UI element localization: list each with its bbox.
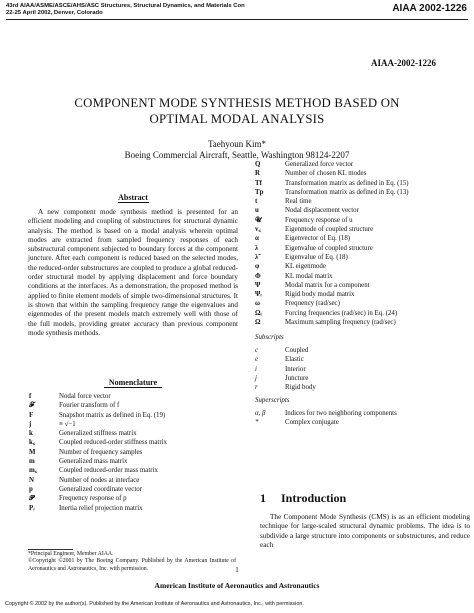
nomenclature-symbol: e bbox=[255, 356, 259, 364]
nomenclature-symbol: f bbox=[29, 393, 32, 400]
nomenclature-symbol: Tf bbox=[255, 179, 262, 187]
nomenclature-description: Real time bbox=[285, 198, 312, 206]
nomenclature-description: KL modal matrix bbox=[285, 272, 333, 280]
nomenclature-description: Number of nodes at interface bbox=[59, 476, 140, 484]
nomenclature-symbol: r bbox=[255, 384, 258, 392]
paper-title bbox=[0, 95, 474, 127]
nomenclature-symbol: ω bbox=[255, 300, 261, 308]
abstract-heading: Abstract bbox=[118, 193, 148, 202]
nomenclature-row bbox=[252, 216, 468, 225]
nomenclature-symbol: Ω bbox=[255, 319, 261, 327]
nomenclature-row bbox=[252, 365, 468, 374]
nomenclature-row bbox=[252, 281, 468, 290]
nomenclature-row bbox=[26, 476, 238, 485]
nomenclature-description: Fourier transform of f bbox=[59, 402, 120, 410]
nomenclature-row bbox=[26, 494, 238, 503]
nomenclature-description: Number of chosen KL modes bbox=[285, 170, 367, 178]
paper-code: AIAA 2002-1226 bbox=[392, 3, 467, 14]
nomenclature-symbol: Ψᵣ bbox=[255, 291, 263, 299]
nomenclature-symbol: k꜀ bbox=[29, 439, 36, 447]
nomenclature-row bbox=[26, 438, 238, 447]
nomenclature-symbol: 𝓕 bbox=[29, 402, 35, 410]
nomenclature-row bbox=[26, 504, 238, 513]
paper-number: AIAA-2002-1226 bbox=[371, 58, 436, 68]
introduction-body: The Component Mode Synthesis (CMS) is as an efficient modeling technique for large-scaled structural dynamic problems. The idea is to subdivide a large structure into components or substructures, and reduce each bbox=[260, 513, 470, 549]
abstract-body: A new component mode synthesis method is presented for an efficient modeling and coupling of substructures for structural dynamic analysis. The method is based on a modal analysis wherein optimal modes are extracted from sampled frequency responses of each substructural component subjected to boundary forces at the component juncture. After each component is reduced based on the selected modes, the reduced-order substructures are coupled to produce a global reduced-order structural model by applying displacement and force boundary conditions at the interfaces. As a demonstration, the proposed method is applied to finite element models of simple two-dimensional structures. It is shown that within the sampling frequency range the eigenvalues and eigenmodes of the present models match extremely well with those of the full models, providing greater accuracy than previous component mode synthesis methods. bbox=[28, 208, 238, 337]
nomenclature-row bbox=[252, 346, 468, 355]
nomenclature-description: Inertia relief projection matrix bbox=[59, 504, 143, 512]
nomenclature-description: Eigenvalue of coupled structure bbox=[285, 244, 373, 252]
nomenclature-row bbox=[26, 457, 238, 466]
nomenclature-row bbox=[252, 188, 468, 197]
nomenclature-row bbox=[252, 318, 468, 327]
nomenclature-symbol: u bbox=[255, 207, 259, 215]
nomenclature-row bbox=[26, 411, 238, 420]
title-line-2: OPTIMAL MODAL ANALYSIS bbox=[149, 112, 325, 126]
nomenclature-heading: Nomenclature bbox=[108, 378, 158, 387]
nomenclature-symbol: Ψ bbox=[255, 281, 261, 289]
nomenclature-row bbox=[252, 355, 468, 364]
nomenclature-row bbox=[26, 485, 238, 494]
nomenclature-row bbox=[252, 197, 468, 206]
nomenclature-row bbox=[252, 234, 468, 243]
superscripts-heading: Superscripts bbox=[255, 397, 290, 404]
nomenclature-description: Frequency (rad/sec) bbox=[285, 300, 340, 308]
nomenclature-symbol: φ bbox=[255, 263, 260, 271]
nomenclature-description: Eigenvalue of Eq. (18) bbox=[285, 253, 348, 261]
nomenclature-symbol: Ωᵢ bbox=[255, 309, 262, 317]
nomenclature-description: Nodal force vector bbox=[59, 393, 111, 400]
nomenclature-symbol: p bbox=[29, 485, 33, 493]
footnote-author: *Principal Engineer, Member AIAA. bbox=[28, 551, 114, 557]
nomenclature-description: Interior bbox=[285, 365, 306, 373]
nomenclature-underline bbox=[104, 387, 162, 388]
conference-header bbox=[6, 3, 245, 17]
nomenclature-row bbox=[252, 290, 468, 299]
page-number: 1 bbox=[235, 566, 239, 574]
nomenclature-row bbox=[252, 225, 468, 234]
nomenclature-symbol: λ̃ bbox=[255, 253, 259, 261]
nomenclature-description: Elastic bbox=[285, 356, 304, 364]
nomenclature-description: Generalized coordinate vector bbox=[59, 485, 143, 493]
nomenclature-symbol: M bbox=[29, 448, 36, 456]
nomenclature-row bbox=[26, 401, 238, 410]
conference-line-1: 43rd AIAA/ASME/ASCE/AHS/ASC Structures, Structural Dynamics, and Materials Con bbox=[6, 3, 245, 9]
nomenclature-symbol: * bbox=[255, 419, 259, 427]
nomenclature-description: Complex conjugate bbox=[285, 419, 339, 427]
nomenclature-symbol: j bbox=[29, 420, 32, 428]
header-rule bbox=[6, 19, 468, 20]
nomenclature-description: Generalized mass matrix bbox=[59, 458, 128, 466]
nomenclature-description: Generalized force vector bbox=[285, 161, 354, 168]
nomenclature-right-list bbox=[252, 160, 468, 327]
title-line-1: COMPONENT MODE SYNTHESIS METHOD BASED ON bbox=[74, 96, 400, 110]
author-block bbox=[0, 139, 474, 161]
nomenclature-description: Transformation matrix as defined in Eq. (15) bbox=[285, 179, 409, 187]
nomenclature-description: Indices for two neighboring components bbox=[285, 410, 397, 417]
publisher-footer: American Institute of Aeronautics and Astronautics bbox=[154, 581, 320, 590]
nomenclature-description: Maximum sampling frequency (rad/sec) bbox=[285, 319, 396, 327]
nomenclature-symbol: 𝓟 bbox=[29, 495, 34, 503]
nomenclature-description: Forcing frequencies (rad/sec) in Eq. (24) bbox=[285, 309, 398, 317]
footnote-copyright: ©Copyright ©2001 by The Boeing Company. Published by the American Institute of Aeronautics and Astronautics, Inc. with permission. bbox=[28, 558, 236, 572]
nomenclature-description: ≡ √−1 bbox=[59, 420, 76, 428]
nomenclature-row bbox=[252, 383, 468, 392]
nomenclature-row bbox=[26, 448, 238, 457]
nomenclature-description: Eigenmode of coupled structure bbox=[285, 226, 374, 234]
author-name: Taehyoun Kim* bbox=[207, 139, 267, 149]
nomenclature-row bbox=[252, 309, 468, 318]
nomenclature-description: Snapshot matrix as defined in Eq. (19) bbox=[59, 411, 166, 419]
nomenclature-row bbox=[252, 253, 468, 262]
nomenclature-description: Transformation matrix as defined in Eq. (13) bbox=[285, 188, 409, 196]
nomenclature-row bbox=[252, 418, 468, 427]
nomenclature-symbol: α, β bbox=[255, 410, 266, 417]
nomenclature-symbol: k bbox=[29, 430, 33, 438]
nomenclature-symbol: Tp bbox=[255, 188, 264, 196]
nomenclature-row bbox=[252, 409, 468, 418]
nomenclature-row bbox=[252, 262, 468, 271]
nomenclature-symbol: Pᵣ bbox=[29, 504, 35, 512]
nomenclature-description: Rigid body modal matrix bbox=[285, 291, 355, 299]
abstract-underline bbox=[118, 202, 149, 203]
copyright-line: Copyright © 2002 by the author(s). Published by the American Institute of Aeronautics and Astronautics, Inc., with permission. bbox=[5, 601, 304, 607]
nomenclature-description: Generalized stiffness matrix bbox=[59, 430, 137, 438]
subscripts-heading: Subscripts bbox=[255, 334, 284, 341]
nomenclature-row bbox=[26, 392, 238, 401]
nomenclature-row bbox=[252, 299, 468, 308]
nomenclature-symbol: m bbox=[29, 458, 35, 466]
nomenclature-symbol: Φ bbox=[255, 272, 261, 280]
nomenclature-description: Modal matrix for a component bbox=[285, 281, 370, 289]
author-affiliation: Boeing Commercial Aircraft, Seattle, Washington 98124-2207 bbox=[124, 150, 350, 160]
nomenclature-left-list bbox=[26, 392, 238, 513]
nomenclature-description: Coupled reduced-order mass matrix bbox=[59, 467, 158, 475]
nomenclature-symbol: t bbox=[255, 198, 258, 206]
nomenclature-description: Coupled reduced-order stiffness matrix bbox=[59, 439, 167, 447]
nomenclature-description: Rigid body bbox=[285, 384, 316, 392]
nomenclature-description: Frequency response of u bbox=[285, 216, 353, 224]
conference-line-2: 22-25 April 2002, Denver, Colorado bbox=[6, 10, 103, 16]
nomenclature-description: Eigenvector of Eq. (18) bbox=[285, 235, 351, 243]
nomenclature-symbol: R bbox=[255, 170, 260, 178]
nomenclature-row bbox=[252, 374, 468, 383]
nomenclature-row bbox=[252, 272, 468, 281]
nomenclature-symbol: Q bbox=[255, 161, 261, 168]
nomenclature-symbol: i bbox=[255, 365, 257, 373]
nomenclature-description: Frequency response of p bbox=[59, 495, 127, 503]
nomenclature-row bbox=[26, 466, 238, 475]
nomenclature-row bbox=[252, 206, 468, 215]
nomenclature-symbol: α bbox=[255, 235, 259, 243]
nomenclature-symbol: N bbox=[29, 476, 34, 484]
nomenclature-symbol: 𝓤 bbox=[255, 216, 262, 224]
nomenclature-symbol: λ bbox=[255, 244, 259, 252]
nomenclature-row bbox=[252, 169, 468, 178]
superscripts-list bbox=[252, 409, 468, 428]
nomenclature-description: KL eigenmode bbox=[285, 263, 326, 271]
section-number: 1 bbox=[260, 491, 266, 505]
nomenclature-description: Juncture bbox=[285, 374, 309, 382]
nomenclature-description: Number of frequency samples bbox=[59, 448, 143, 456]
section-title: Introduction bbox=[281, 491, 347, 505]
nomenclature-symbol: v꜀ bbox=[255, 226, 261, 234]
introduction-heading bbox=[260, 491, 346, 506]
nomenclature-symbol: c bbox=[255, 347, 259, 354]
nomenclature-symbol: j bbox=[255, 374, 257, 382]
nomenclature-description: Nodal displacement vector bbox=[285, 207, 359, 215]
nomenclature-row bbox=[252, 244, 468, 253]
nomenclature-row bbox=[26, 429, 238, 438]
nomenclature-description: Coupled bbox=[285, 347, 309, 354]
nomenclature-row bbox=[252, 179, 468, 188]
nomenclature-symbol: m꜀ bbox=[29, 467, 38, 475]
footnote-rule bbox=[28, 549, 73, 550]
nomenclature-symbol: F bbox=[29, 411, 34, 419]
nomenclature-row bbox=[252, 160, 468, 169]
subscripts-list bbox=[252, 346, 468, 392]
nomenclature-row bbox=[26, 420, 238, 429]
